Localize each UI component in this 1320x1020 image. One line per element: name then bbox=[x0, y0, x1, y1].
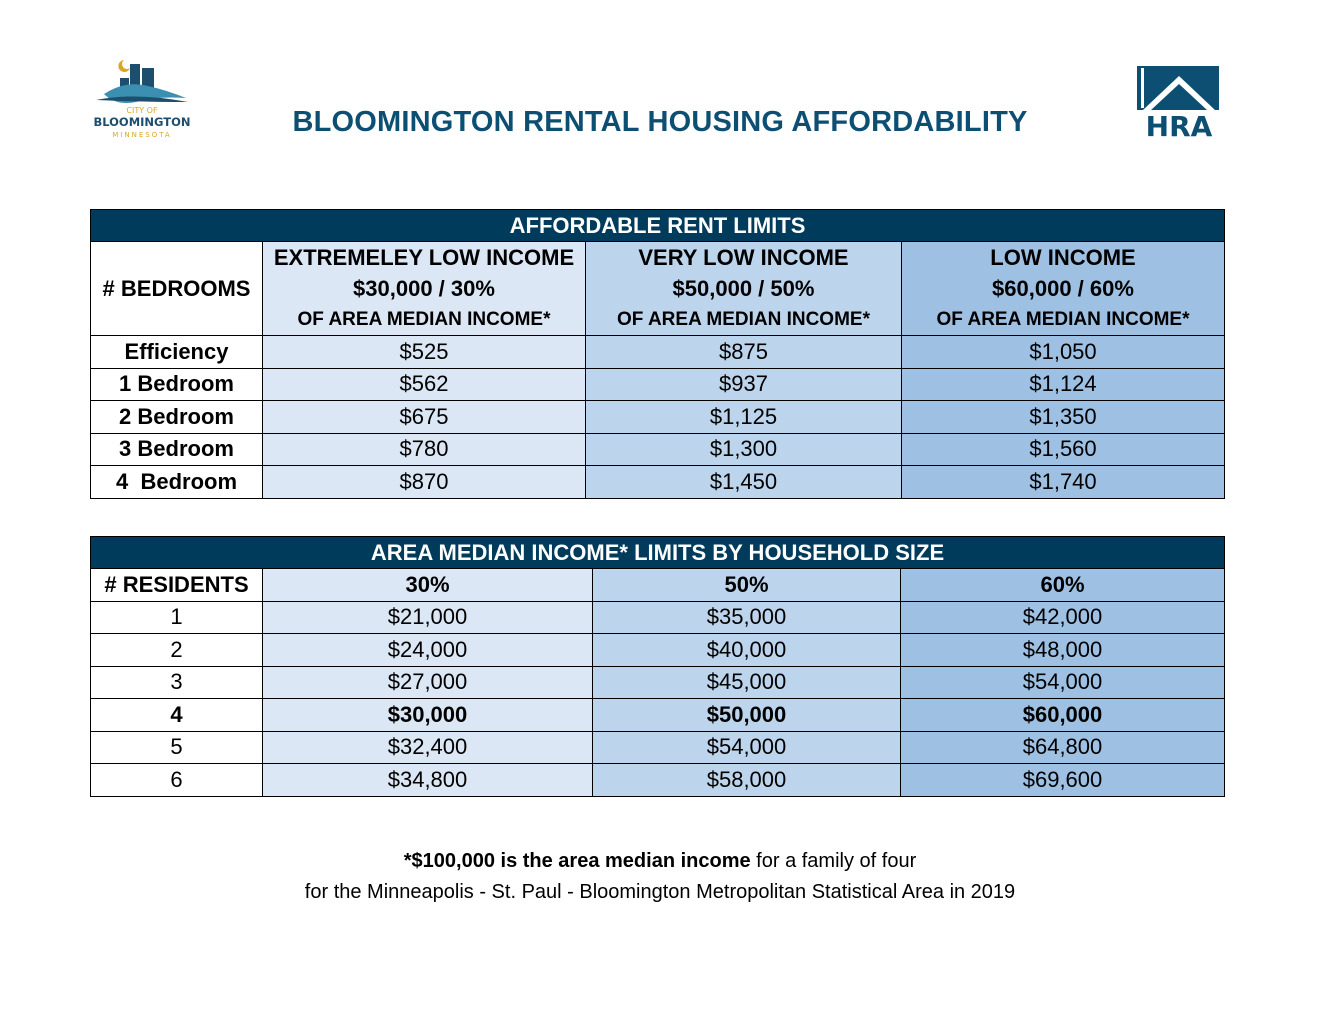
column-title: EXTREMELEY LOW INCOME bbox=[273, 245, 575, 270]
hra-text: HRA bbox=[1145, 110, 1213, 138]
table-cell: $64,800 bbox=[901, 731, 1225, 764]
table-cell: $937 bbox=[586, 368, 902, 401]
residents-column-header: # RESIDENTS bbox=[91, 569, 263, 602]
table-cell: $1,740 bbox=[902, 466, 1225, 499]
table-cell: $21,000 bbox=[263, 601, 593, 634]
median-income-table bbox=[90, 536, 1225, 797]
row-label: 3 Bedroom bbox=[91, 433, 263, 466]
very-low-income-header bbox=[586, 242, 902, 336]
bedrooms-column-header: # BEDROOMS bbox=[91, 242, 263, 336]
row-label: 3 bbox=[91, 666, 263, 699]
row-label: 2 Bedroom bbox=[91, 401, 263, 434]
logo-line2: BLOOMINGTON bbox=[93, 115, 191, 129]
table-row bbox=[91, 336, 1225, 369]
table-row bbox=[91, 401, 1225, 434]
column-amount: $30,000 / 30% bbox=[353, 276, 495, 301]
low-income-header bbox=[902, 242, 1225, 336]
table-cell: $1,124 bbox=[902, 368, 1225, 401]
table-cell: $870 bbox=[263, 466, 586, 499]
page-title: BLOOMINGTON RENTAL HOUSING AFFORDABILITY bbox=[292, 106, 1028, 138]
table-cell: $48,000 bbox=[901, 634, 1225, 667]
row-label: 6 bbox=[91, 764, 263, 797]
table-cell: $562 bbox=[263, 368, 586, 401]
footnote-line1 bbox=[0, 850, 1320, 873]
logo-line1: CITY OF bbox=[126, 106, 158, 115]
rent-table-header: AFFORDABLE RENT LIMITS bbox=[91, 210, 1225, 242]
income-table-header: AREA MEDIAN INCOME* LIMITS BY HOUSEHOLD SIZE bbox=[91, 537, 1225, 569]
extremely-low-income-header bbox=[263, 242, 586, 336]
table-cell: $1,350 bbox=[902, 401, 1225, 434]
table-cell: $675 bbox=[263, 401, 586, 434]
column-header-50: 50% bbox=[593, 569, 901, 602]
column-note: OF AREA MEDIAN INCOME* bbox=[297, 309, 551, 330]
column-header-30: 30% bbox=[263, 569, 593, 602]
table-cell: $60,000 bbox=[901, 699, 1225, 732]
table-cell: $42,000 bbox=[901, 601, 1225, 634]
table-cell: $27,000 bbox=[263, 666, 593, 699]
table-cell: $34,800 bbox=[263, 764, 593, 797]
table-row-highlighted bbox=[91, 699, 1225, 732]
table-cell: $780 bbox=[263, 433, 586, 466]
table-row bbox=[91, 368, 1225, 401]
logo-line3: MINNESOTA bbox=[112, 131, 172, 139]
table-cell: $50,000 bbox=[593, 699, 901, 732]
footnote-line2: for the Minneapolis - St. Paul - Bloomington Metropolitan Statistical Area in 2019 bbox=[304, 881, 1016, 903]
footnote-bold: *$100,000 is the area median income bbox=[403, 850, 751, 872]
table-cell: $1,300 bbox=[586, 433, 902, 466]
column-note: OF AREA MEDIAN INCOME* bbox=[936, 309, 1190, 330]
row-label: 1 bbox=[91, 601, 263, 634]
footnote-normal: for a family of four bbox=[750, 850, 917, 872]
table-row bbox=[91, 666, 1225, 699]
table-cell: $45,000 bbox=[593, 666, 901, 699]
column-header-60: 60% bbox=[901, 569, 1225, 602]
table-row bbox=[91, 466, 1225, 499]
row-label: Efficiency bbox=[91, 336, 263, 369]
table-cell: $32,400 bbox=[263, 731, 593, 764]
affordable-rent-table bbox=[90, 209, 1225, 499]
row-label: 5 bbox=[91, 731, 263, 764]
table-cell: $40,000 bbox=[593, 634, 901, 667]
table-cell: $1,050 bbox=[902, 336, 1225, 369]
table-cell: $875 bbox=[586, 336, 902, 369]
table-cell: $525 bbox=[263, 336, 586, 369]
table-cell: $35,000 bbox=[593, 601, 901, 634]
table-row bbox=[91, 433, 1225, 466]
table-cell: $24,000 bbox=[263, 634, 593, 667]
column-amount: $50,000 / 50% bbox=[672, 276, 815, 301]
table-cell: $1,450 bbox=[586, 466, 902, 499]
column-amount: $60,000 / 60% bbox=[992, 276, 1134, 301]
table-cell: $54,000 bbox=[901, 666, 1225, 699]
row-label: 4 Bedroom bbox=[91, 466, 263, 499]
table-cell: $69,600 bbox=[901, 764, 1225, 797]
row-label: 2 bbox=[91, 634, 263, 667]
table-cell: $58,000 bbox=[593, 764, 901, 797]
table-cell: $1,560 bbox=[902, 433, 1225, 466]
row-label: 4 bbox=[91, 699, 263, 732]
table-cell: $30,000 bbox=[263, 699, 593, 732]
table-cell: $54,000 bbox=[593, 731, 901, 764]
row-label: 1 Bedroom bbox=[91, 368, 263, 401]
table-row bbox=[91, 731, 1225, 764]
column-title: VERY LOW INCOME bbox=[638, 245, 849, 270]
table-row bbox=[91, 601, 1225, 634]
column-title: LOW INCOME bbox=[990, 245, 1136, 270]
column-note: OF AREA MEDIAN INCOME* bbox=[617, 309, 870, 330]
table-row bbox=[91, 634, 1225, 667]
table-row bbox=[91, 764, 1225, 797]
table-row bbox=[91, 569, 1225, 602]
table-cell: $1,125 bbox=[586, 401, 902, 434]
